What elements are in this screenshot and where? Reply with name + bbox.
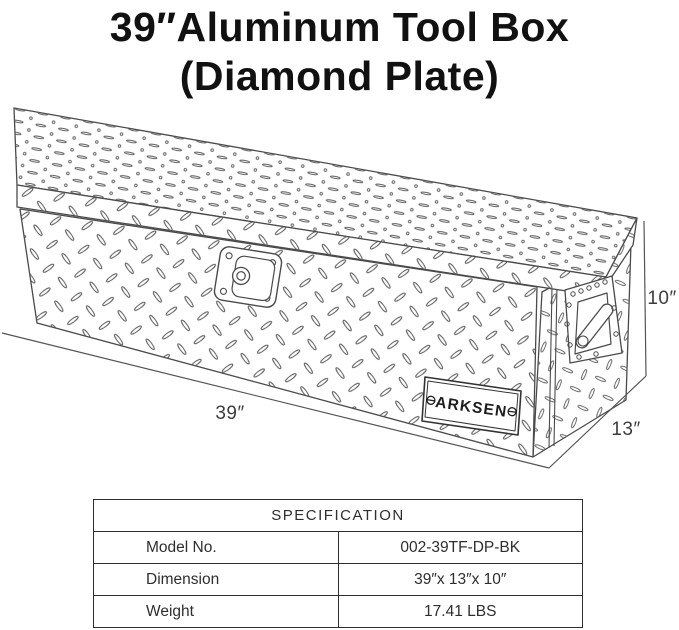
dimension-label: Dimension (94, 564, 339, 596)
table-header: SPECIFICATION (94, 500, 583, 532)
table-row (94, 532, 583, 564)
weight-label: Weight (94, 596, 339, 628)
height-dimension-label: 10″ (647, 288, 677, 309)
depth-dimension-label: 13″ (611, 419, 641, 440)
title-line-2: (Diamond Plate) (179, 53, 500, 99)
table-row (94, 564, 583, 596)
weight-value: 17.41 LBS (338, 596, 583, 628)
model-no-label: Model No. (94, 532, 339, 564)
side-handle (565, 276, 622, 363)
height-dimension-line (644, 221, 646, 376)
length-dimension-label: 39″ (215, 403, 245, 424)
lock-latch (213, 245, 283, 308)
lock-screw-icon (226, 252, 233, 259)
lock-screw-icon (220, 288, 227, 295)
specification-table (93, 499, 583, 628)
model-no-value: 002-39TF-DP-BK (338, 532, 583, 564)
dimension-value: 39″x 13″x 10″ (338, 564, 583, 596)
title-line-1: 39″Aluminum Tool Box (109, 4, 570, 50)
table-header-row (94, 500, 583, 532)
table-row (94, 596, 583, 628)
keyhole-icon (236, 271, 246, 281)
brand-plate-text: ARKSEN (434, 394, 509, 421)
